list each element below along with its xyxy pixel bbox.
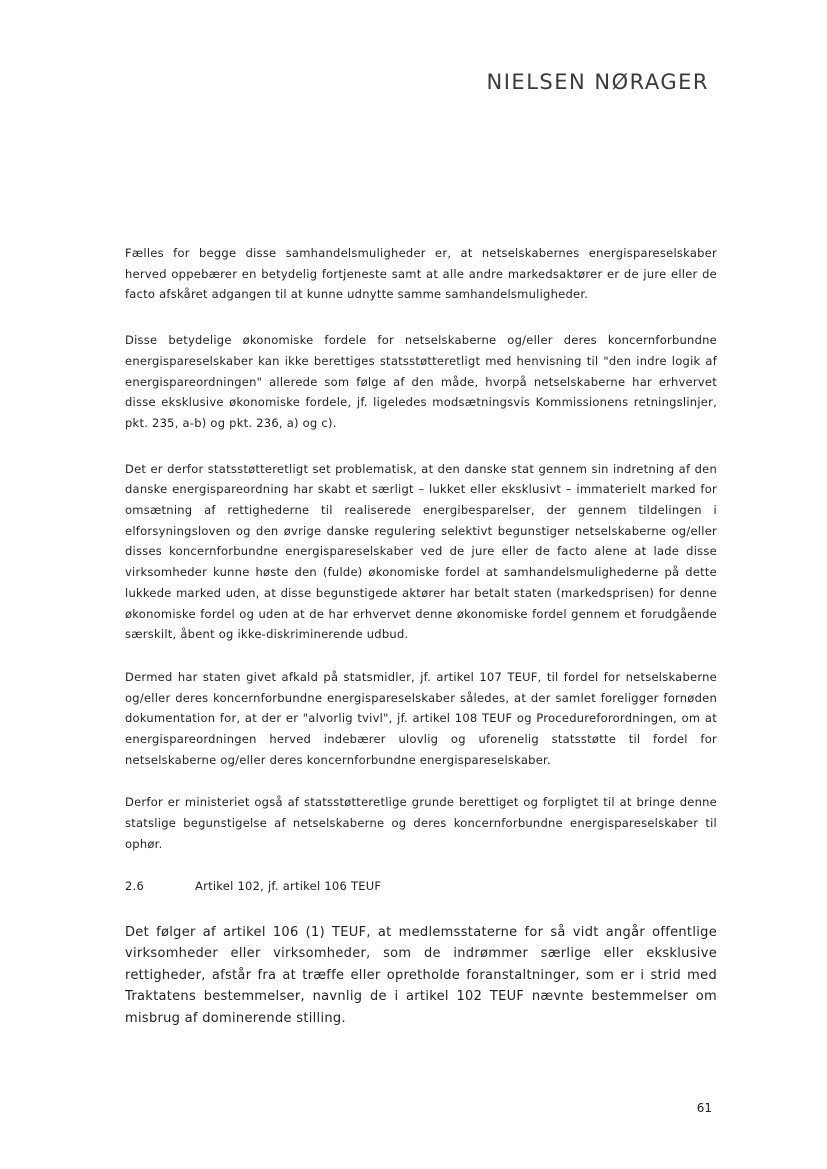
paragraph-3: Det er derfor statsstøtteretligt set problematisk, at den danske stat gennem sin indretning af den danske energispareordning har skabt et særligt – lukket eller eksklusivt – immaterielt marked for omsætning af rettighederne til realiserede energibesparelser, der gennem tildelingen i elforsyningsloven og den øvrige danske regulering selektivt begunstiger netselskaberne og/eller disses koncernforbundne energispareselskaber ved de jure eller de facto alene at lade disse virksomheder kunne høste den (fulde) økonomiske fordel at samhandelsmulighederne på dette lukkede marked uden, at disse begunstigede aktører har betalt staten (markedsprisen) for denne økonomiske fordel og uden at de har erhvervet denne økonomiske fordel gennem et forudgående særskilt, åbent og ikke-diskriminerende udbud. [125,461,717,642]
paragraph-1: Fælles for begge disse samhandelsmuligheder er, at netselskabernes energispareselskaber herved oppebærer en betydelig fortjeneste samt at alle andre markedsaktører er de jure eller de facto afskåret adgangen til at kunne udnytte samme samhandelsmuligheder. [125,246,717,302]
section-title: Artikel 102, jf. artikel 106 TEUF [195,878,382,893]
paragraph-4: Dermed har staten givet afkald på statsmidler, jf. artikel 107 TEUF, til fordel for netselskaberne og/eller deres koncernforbundne energispareselskaber således, at der samlet foreligger fornøden dokumentation for, at der er "alvorlig tvivl", jf. artikel 108 TEUF og Procedureforordningen, om at energispareordningen herved indebærer ulovlig og uforenelig statsstøtte til fordel for netselskaberne og/eller deres koncernforbundne energispareselskaber. [125,669,717,767]
section-number: 2.6 [125,878,145,893]
paragraph-5: Derfor er ministeriet også af statsstøtteretlige grunde berettiget og forpligtet til at bringe denne statslige begunstigelse af netselskaberne og deres koncernforbundne energispareselskaber til ophør. [125,795,717,851]
section-heading [125,876,717,896]
page-number: 61 [696,1101,712,1115]
paragraph-6: Det følger af artikel 106 (1) TEUF, at medlemsstaterne for så vidt angår offentlige virksomheder eller virksomheder, som de indrømmer særlige eller eksklusive rettigheder, afstår fra at træffe eller opretholde foranstaltninger, som er i strid med Traktatens bestemmelser, navnlig de i artikel 102 TEUF nævnte bestemmelser om misbrug af dominerende stilling. [125,924,717,1026]
paragraph-2: Disse betydelige økonomiske fordele for netselskaberne og/eller deres koncernforbundne energispareselskaber kan ikke berettiges statsstøtteretligt med henvisning til "den indre logik af energispareordningen" allerede som følge af den måde, hvorpå netselskaberne har erhvervet disse eksklusive økonomiske fordele, jf. ligeledes modsætningsvis Kommissionens retningslinjer, pkt. 235, a-b) og pkt. 236, a) og c). [125,333,717,430]
document-body [125,243,717,1029]
company-logo: NIELSEN NØRAGER [486,70,709,94]
